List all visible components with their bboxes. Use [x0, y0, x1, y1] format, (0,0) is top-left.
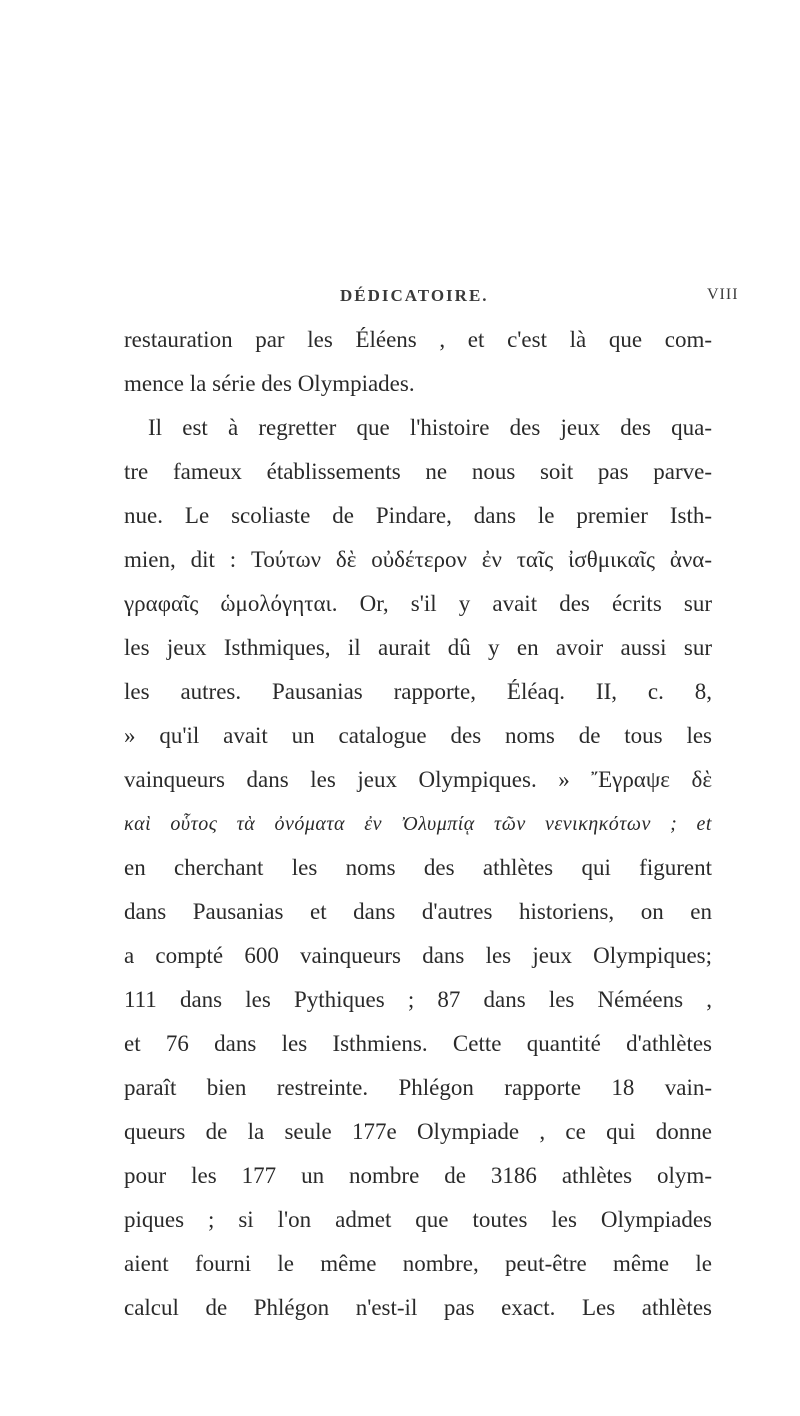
text-line: les autres. Pausanias rapporte, Éléaq. II, c. 8, — [124, 679, 712, 704]
text-line: et 76 dans les Isthmiens. Cette quantité d'athlètes — [124, 1031, 712, 1056]
text-line: paraît bien restreinte. Phlégon rapporte 18 vain- — [124, 1075, 712, 1100]
text-line: queurs de la seule 177e Olympiade , ce qui donne — [124, 1119, 712, 1144]
running-head — [0, 286, 800, 316]
running-title: DÉDICATOIRE. — [340, 286, 489, 305]
text-line: Il est à regretter que l'histoire des jeux des qua- — [148, 415, 712, 440]
text-line: vainqueurs dans les jeux Olympiques. » Ἔγραψε δὲ — [124, 767, 712, 792]
text-line: calcul de Phlégon n'est-il pas exact. Les athlètes — [124, 1295, 712, 1320]
text-line: καὶ οὗτος τὰ ὀνόματα ἐν Ὀλυμπίᾳ τῶν νενικηκότων ; et — [124, 813, 712, 835]
text-line: tre fameux établissements ne nous soit pas parve- — [124, 459, 712, 484]
text-line: mien, dit : Τούτων δὲ οὐδέτερον ἐν ταῖς ἰσθμικαῖς ἀνα- — [124, 547, 712, 572]
text-line: γραφαῖς ὡμολόγηται. Or, s'il y avait des écrits sur — [124, 591, 712, 616]
body-text — [124, 318, 712, 1330]
text-line: mence la série des Olympiades. — [124, 371, 415, 396]
text-line: restauration par les Éléens , et c'est là que com- — [124, 327, 712, 352]
text-line: 111 dans les Pythiques ; 87 dans les Néméens , — [124, 987, 712, 1012]
text-line: » qu'il avait un catalogue des noms de tous les — [124, 723, 712, 748]
text-line: les jeux Isthmiques, il aurait dû y en avoir aussi sur — [124, 635, 712, 660]
text-line: pour les 177 un nombre de 3186 athlètes olym- — [124, 1163, 712, 1188]
text-line: nue. Le scoliaste de Pindare, dans le premier Isth- — [124, 503, 712, 528]
text-line: a compté 600 vainqueurs dans les jeux Olympiques; — [124, 943, 712, 968]
text-line: dans Pausanias et dans d'autres historiens, on en — [124, 899, 712, 924]
text-line: en cherchant les noms des athlètes qui figurent — [124, 855, 712, 880]
text-line: aient fourni le même nombre, peut-être même le — [124, 1251, 712, 1276]
text-line: piques ; si l'on admet que toutes les Olympiades — [124, 1207, 712, 1232]
page-number: VIII — [707, 286, 739, 303]
